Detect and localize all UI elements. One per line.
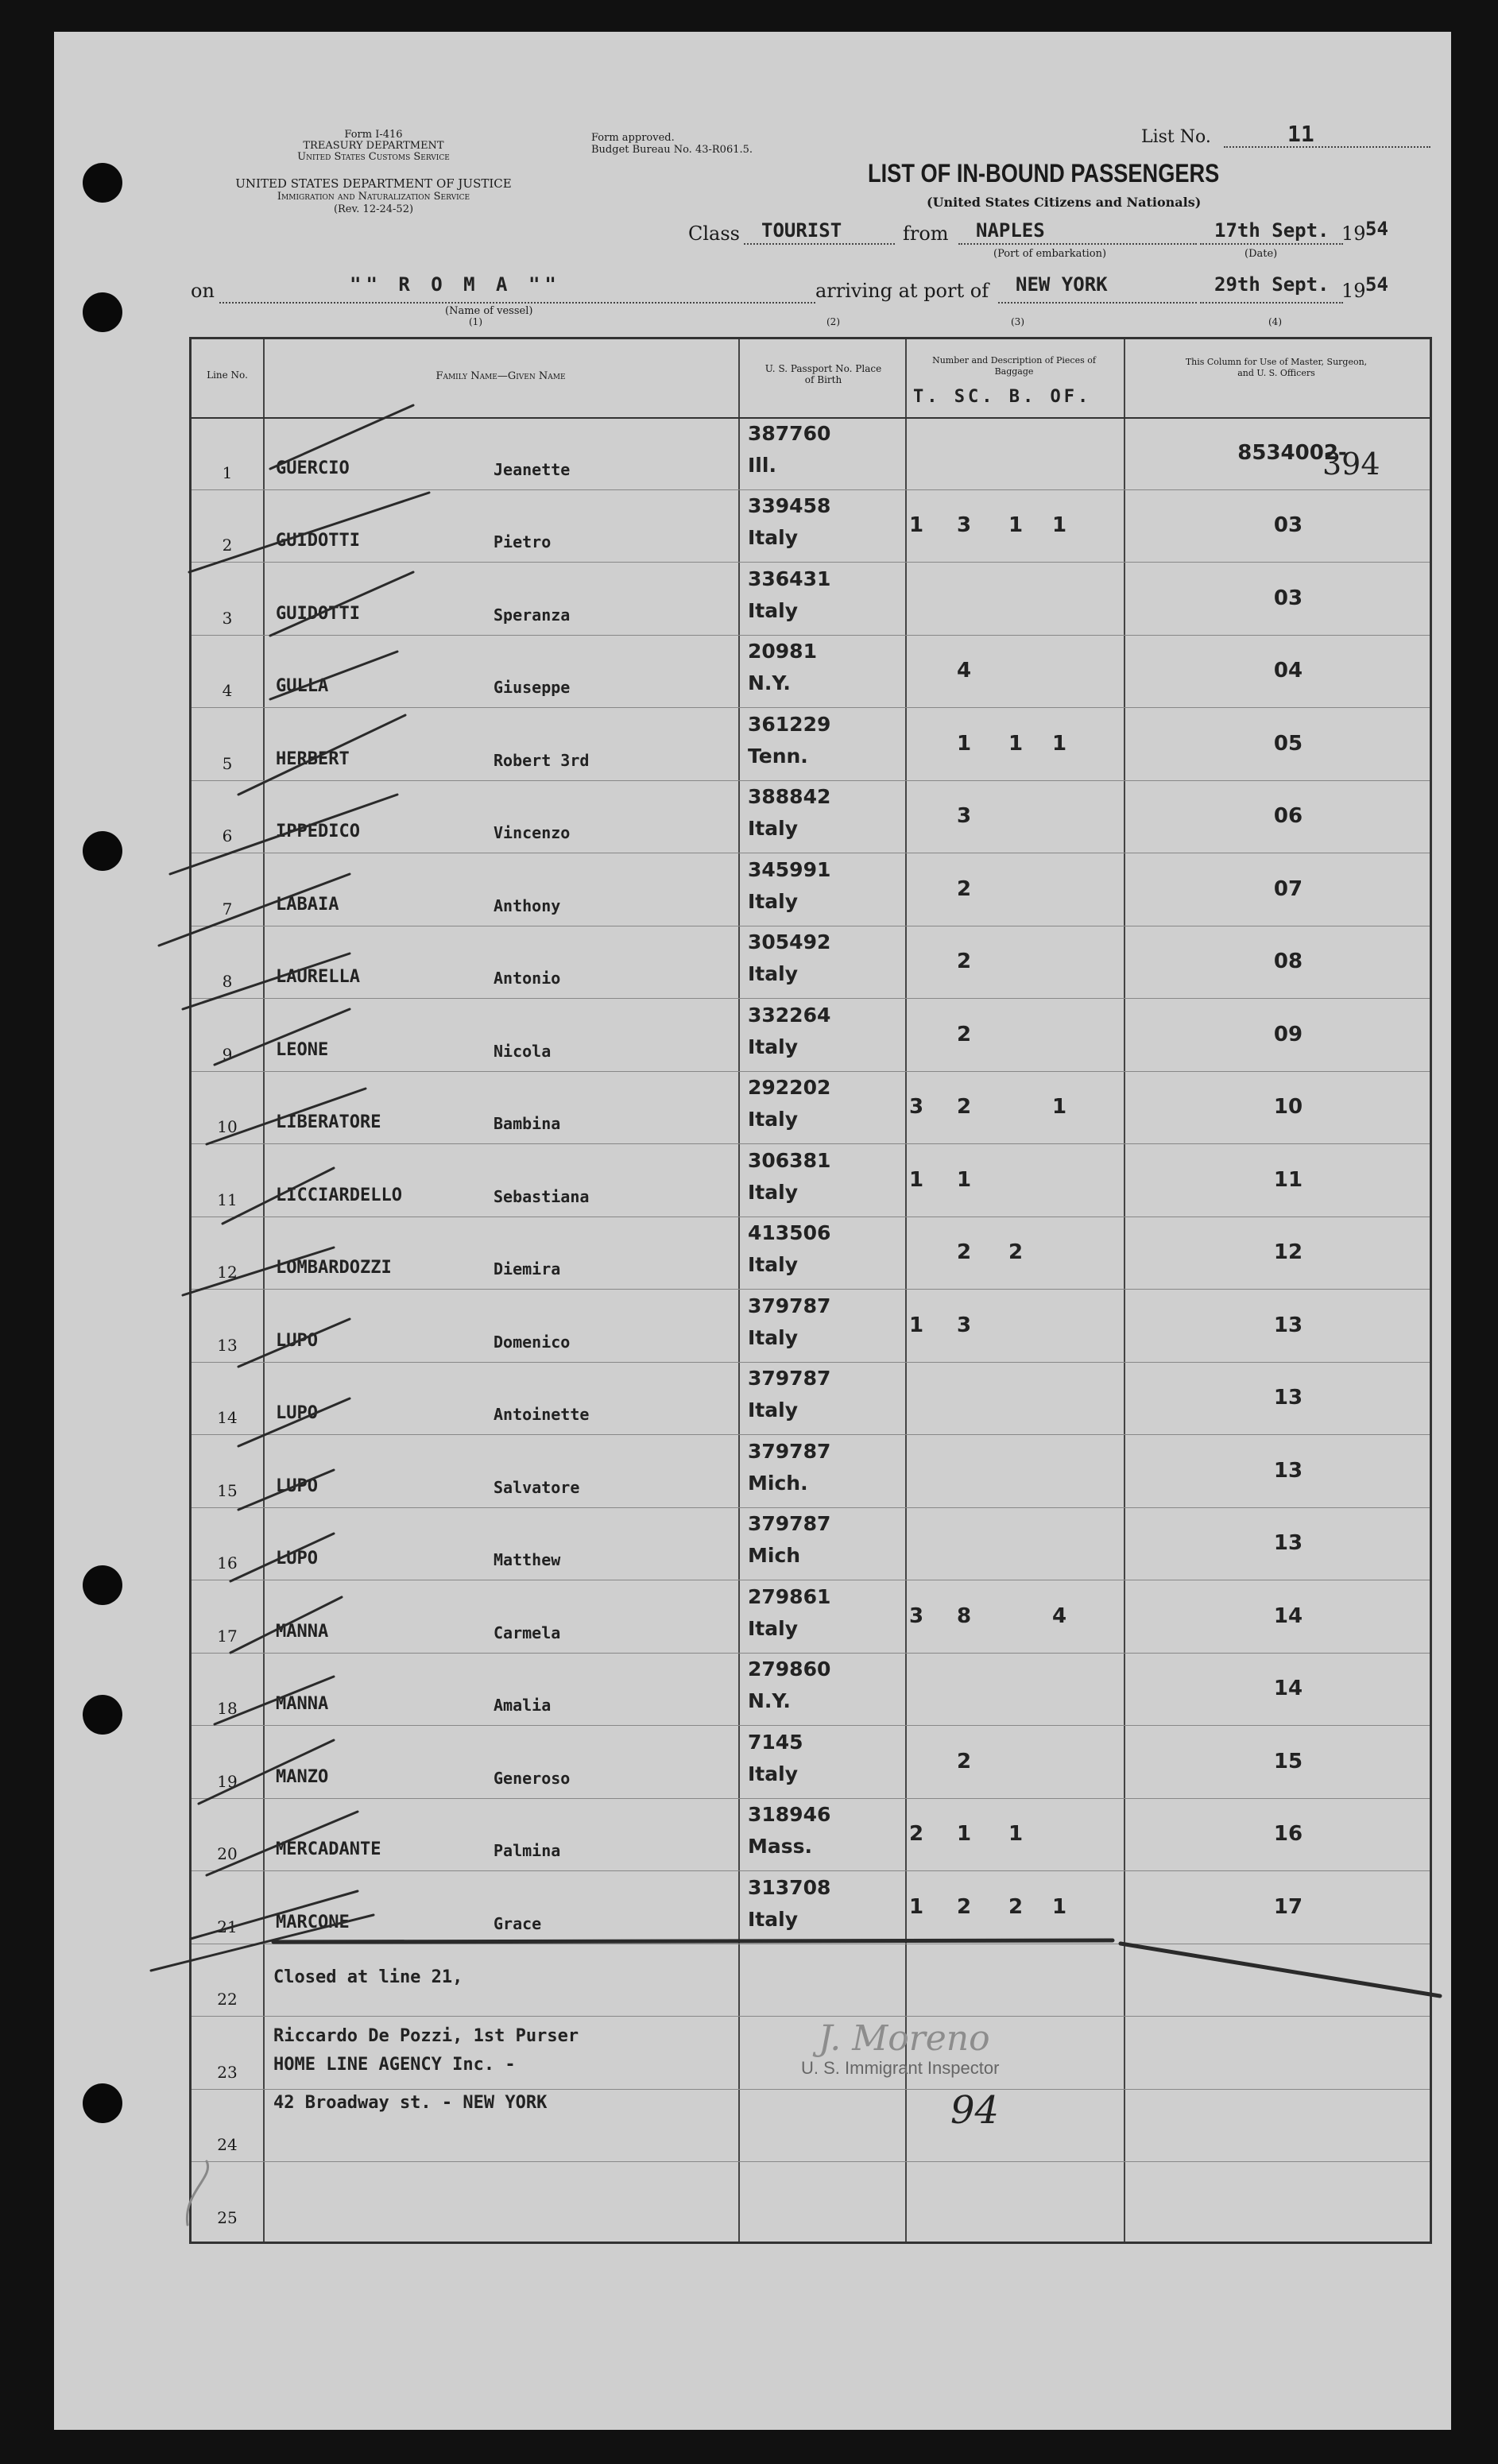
place-of-birth: Italy xyxy=(748,1616,798,1640)
given-name: Palmina xyxy=(494,1841,561,1860)
from-value: NAPLES xyxy=(976,219,1045,242)
officer-code: 13 xyxy=(1273,1531,1303,1555)
date-caption: (Date) xyxy=(1244,248,1278,260)
family-name: GULLA xyxy=(276,676,329,696)
officer-code: 12 xyxy=(1273,1240,1303,1264)
family-name: MANNA xyxy=(276,1621,329,1642)
baggage-sc: 2 xyxy=(956,1240,972,1264)
passenger-table xyxy=(189,337,1432,2244)
binder-hole xyxy=(83,2083,122,2123)
on-label: on xyxy=(191,280,215,302)
inspector-signature: J. Moreno xyxy=(819,2018,990,2059)
table-row xyxy=(192,1799,1430,1872)
baggage-of: 1 xyxy=(1051,1894,1067,1919)
table-row xyxy=(192,1363,1430,1436)
year-prefix: 19 xyxy=(1341,222,1366,245)
baggage-of: 4 xyxy=(1051,1603,1067,1628)
place-of-birth: Italy xyxy=(748,962,798,985)
date-line xyxy=(1200,243,1343,245)
line-number: 21 xyxy=(217,1917,238,1936)
passport-number: 361229 xyxy=(748,712,831,736)
line-number: 13 xyxy=(217,1335,238,1355)
family-name: LUPO xyxy=(276,1476,318,1496)
given-name: Amalia xyxy=(494,1696,552,1715)
passport-number: 379787 xyxy=(748,1367,831,1390)
given-name: Grace xyxy=(494,1913,542,1933)
passport-number: 318946 xyxy=(748,1803,831,1826)
given-name: Giuseppe xyxy=(494,678,571,697)
given-name: Jeanette xyxy=(494,459,571,479)
officer-code: 13 xyxy=(1273,1313,1303,1337)
closing-line-4: 42 Broadway st. - NEW YORK xyxy=(273,2093,548,2113)
col-head-baggage-types: T. SC. B. OF. xyxy=(913,387,1092,407)
officer-code: 11 xyxy=(1273,1167,1303,1192)
baggage-sc: 2 xyxy=(956,1894,972,1919)
page-subtitle: (United States Citizens and Nationals) xyxy=(927,195,1202,210)
arrival-port: NEW YORK xyxy=(1016,273,1108,296)
family-name: LAURELLA xyxy=(276,967,360,987)
table-row xyxy=(192,853,1430,926)
officer-code: 03 xyxy=(1273,586,1303,610)
line-number: 14 xyxy=(217,1408,238,1427)
place-of-birth: Italy xyxy=(748,526,798,549)
baggage-sc: 1 xyxy=(956,731,972,756)
form-approved: Form approved. xyxy=(591,132,675,144)
table-row xyxy=(192,636,1430,709)
passport-number: 336431 xyxy=(748,567,831,590)
baggage-sc: 2 xyxy=(956,1749,972,1774)
arrival-year: 54 xyxy=(1365,273,1388,296)
officer-code: 17 xyxy=(1273,1894,1303,1919)
col-head-baggage: Number and Description of Pieces of Baggage xyxy=(932,355,1096,377)
table-row xyxy=(192,1654,1430,1727)
given-name: Antoinette xyxy=(494,1405,590,1424)
line-number: 22 xyxy=(217,1990,238,2009)
table-row xyxy=(192,1290,1430,1363)
given-name: Diemira xyxy=(494,1259,561,1278)
passport-number: 7145 xyxy=(748,1730,803,1754)
vessel-line xyxy=(219,302,815,304)
family-name: MARCONE xyxy=(276,1912,350,1932)
place-of-birth: Italy xyxy=(748,1762,798,1785)
table-row xyxy=(192,563,1430,636)
baggage-t: 3 xyxy=(908,1095,924,1119)
line-number: 7 xyxy=(222,899,233,919)
line-number: 23 xyxy=(217,2062,238,2082)
baggage-t: 1 xyxy=(908,513,924,537)
given-name: Sebastiana xyxy=(494,1186,590,1206)
closing-line-1: Closed at line 21, xyxy=(273,1967,463,1987)
col-head-name: Family Name—Given Name xyxy=(435,370,566,382)
line-number: 25 xyxy=(217,2207,238,2227)
officer-code: 09 xyxy=(1273,1022,1303,1046)
family-name: LABAIA xyxy=(276,894,339,915)
family-name: GUIDOTTI xyxy=(276,603,360,624)
col3-caption: (3) xyxy=(1011,316,1024,327)
officer-code: 8534002- xyxy=(1237,440,1347,465)
place-of-birth: Italy xyxy=(748,1398,798,1422)
table-row xyxy=(192,490,1430,563)
baggage-sc: 8 xyxy=(956,1603,972,1628)
place-of-birth: Italy xyxy=(748,889,798,913)
table-row xyxy=(192,781,1430,854)
given-name: Carmela xyxy=(494,1623,561,1642)
place-of-birth: Italy xyxy=(748,1325,798,1349)
line-number: 19 xyxy=(217,1771,238,1791)
family-name: HERBERT xyxy=(276,748,350,769)
line-number: 9 xyxy=(222,1044,233,1064)
ins-service: Immigration and Naturalization Service xyxy=(277,191,470,203)
passport-number: 379787 xyxy=(748,1294,831,1317)
place-of-birth: Italy xyxy=(748,1035,798,1058)
baggage-of: 1 xyxy=(1051,513,1067,537)
arrival-year-prefix: 19 xyxy=(1341,280,1366,302)
given-name: Salvatore xyxy=(494,1477,580,1497)
baggage-b: 1 xyxy=(1008,731,1024,756)
officer-code: 13 xyxy=(1273,1386,1303,1410)
passport-number: 339458 xyxy=(748,494,831,517)
baggage-sc: 3 xyxy=(956,513,972,537)
year-value: 54 xyxy=(1365,218,1388,240)
budget-bureau: Budget Bureau No. 43-R061.5. xyxy=(591,144,753,156)
line-number: 15 xyxy=(217,1480,238,1500)
family-name: LUPO xyxy=(276,1330,318,1351)
baggage-sc: 3 xyxy=(956,804,972,828)
baggage-t: 1 xyxy=(908,1894,924,1919)
baggage-b: 2 xyxy=(1008,1894,1024,1919)
given-name: Robert 3rd xyxy=(494,750,590,770)
officer-code: 08 xyxy=(1273,950,1303,973)
class-value: TOURIST xyxy=(761,219,842,242)
line-number: 4 xyxy=(222,681,233,700)
passport-number: 388842 xyxy=(748,785,831,808)
passport-number: 279861 xyxy=(748,1584,831,1608)
closing-line-3: HOME LINE AGENCY Inc. - xyxy=(273,2055,516,2075)
family-name: MANZO xyxy=(276,1766,329,1787)
family-name: LUPO xyxy=(276,1403,318,1423)
baggage-b: 1 xyxy=(1008,1822,1024,1846)
table-row xyxy=(192,1871,1430,1944)
baggage-sc: 2 xyxy=(956,950,972,973)
form-number: Form I-416 xyxy=(344,129,403,141)
place-of-birth: Italy xyxy=(748,817,798,840)
arrival-port-line xyxy=(998,302,1197,304)
inspector-caption: U. S. Immigrant Inspector xyxy=(801,2058,1000,2078)
family-name: MERCADANTE xyxy=(276,1839,381,1859)
place-of-birth: Mass. xyxy=(748,1835,813,1858)
passport-number: 292202 xyxy=(748,1076,831,1099)
place-of-birth: Italy xyxy=(748,1180,798,1204)
binder-hole xyxy=(83,1695,122,1735)
officer-code: 14 xyxy=(1273,1677,1303,1700)
table-row xyxy=(192,1435,1430,1508)
passport-number: 279860 xyxy=(748,1657,831,1681)
vessel-caption: (Name of vessel) xyxy=(445,305,533,317)
given-name: Speranza xyxy=(494,605,571,625)
line-number: 17 xyxy=(217,1626,238,1646)
officer-code: 16 xyxy=(1273,1822,1303,1846)
table-row xyxy=(192,1217,1430,1290)
place-of-birth: Mich. xyxy=(748,1471,808,1495)
baggage-sc: 1 xyxy=(956,1167,972,1192)
binder-hole xyxy=(83,1565,122,1605)
passport-number: 413506 xyxy=(748,1221,831,1244)
binder-hole xyxy=(83,163,122,203)
passport-number: 379787 xyxy=(748,1439,831,1463)
binder-hole xyxy=(83,292,122,332)
family-name: LIBERATORE xyxy=(276,1112,381,1132)
line-number: 1 xyxy=(222,462,233,482)
line-number: 20 xyxy=(217,1844,238,1863)
list-no-label: List No. xyxy=(1141,127,1211,147)
col2-caption: (2) xyxy=(826,316,840,327)
line-number: 6 xyxy=(222,826,233,845)
given-name: Matthew xyxy=(494,1550,561,1569)
given-name: Nicola xyxy=(494,1041,552,1061)
justice-dept: UNITED STATES DEPARTMENT OF JUSTICE xyxy=(235,176,512,191)
baggage-sc: 4 xyxy=(956,659,972,683)
table-row xyxy=(192,417,1430,490)
family-name: IPPEDICO xyxy=(276,822,360,841)
family-name: LUPO xyxy=(276,1549,318,1569)
baggage-t: 3 xyxy=(908,1603,924,1628)
place-of-birth: Ill. xyxy=(748,453,776,477)
given-name: Generoso xyxy=(494,1768,571,1788)
baggage-t: 2 xyxy=(908,1822,924,1846)
place-of-birth: Italy xyxy=(748,1907,798,1931)
binder-hole xyxy=(83,831,122,871)
passport-number: 379787 xyxy=(748,1512,831,1535)
place-of-birth: Mich xyxy=(748,1544,801,1567)
line-number: 12 xyxy=(217,1263,238,1282)
place-of-birth: N.Y. xyxy=(748,671,791,694)
place-of-birth: Italy xyxy=(748,1253,798,1276)
table-row xyxy=(192,2162,1430,2235)
family-name: LOMBARDOZZI xyxy=(276,1258,392,1278)
baggage-of: 1 xyxy=(1051,1095,1067,1119)
revision: (Rev. 12-24-52) xyxy=(333,203,414,215)
line-number: 3 xyxy=(222,608,233,628)
baggage-b: 1 xyxy=(1008,513,1024,537)
from-label: from xyxy=(903,222,949,245)
family-name: GUIDOTTI xyxy=(276,531,360,551)
treasury-dept: TREASURY DEPARTMENT xyxy=(303,140,444,152)
given-name: Pietro xyxy=(494,532,552,551)
officer-code: 14 xyxy=(1273,1603,1303,1628)
place-of-birth: Italy xyxy=(748,1108,798,1131)
officer-code: 04 xyxy=(1273,659,1303,683)
officer-code: 06 xyxy=(1273,804,1303,828)
given-name: Antonio xyxy=(494,969,561,988)
table-row xyxy=(192,1144,1430,1217)
line-number: 5 xyxy=(222,753,233,773)
passport-number: 20981 xyxy=(748,640,817,663)
given-name: Anthony xyxy=(494,895,561,915)
baggage-of: 1 xyxy=(1051,731,1067,756)
given-name: Bambina xyxy=(494,1114,561,1133)
arrival-date: 29th Sept. xyxy=(1214,273,1330,296)
passport-number: 345991 xyxy=(748,857,831,881)
family-name: LEONE xyxy=(276,1039,329,1060)
stamp-number: 394 xyxy=(1322,447,1380,482)
date-value: 17th Sept. xyxy=(1214,219,1330,242)
baggage-t: 1 xyxy=(908,1313,924,1337)
col-head-passport: U. S. Passport No. Place of Birth xyxy=(764,363,882,385)
officer-code: 05 xyxy=(1273,731,1303,756)
line-number: 18 xyxy=(217,1699,238,1718)
family-name: MANNA xyxy=(276,1694,329,1714)
col-head-officers: This Column for Use of Master, Surgeon, and U. S. Officers xyxy=(1185,357,1368,378)
handwritten-note: 94 xyxy=(950,2088,1000,2133)
passport-number: 387760 xyxy=(748,421,831,445)
given-name: Domenico xyxy=(494,1332,571,1352)
place-of-birth: Tenn. xyxy=(748,744,808,768)
table-row xyxy=(192,999,1430,1072)
baggage-t: 1 xyxy=(908,1167,924,1192)
baggage-sc: 3 xyxy=(956,1313,972,1337)
table-row xyxy=(192,1580,1430,1654)
passport-number: 313708 xyxy=(748,1875,831,1899)
line-number: 11 xyxy=(217,1189,238,1209)
from-line xyxy=(958,243,1197,245)
col-head-line: Line No. xyxy=(207,369,248,381)
list-no-value: 11 xyxy=(1287,121,1314,147)
list-no-line xyxy=(1224,146,1430,148)
family-name: GUERCIO xyxy=(276,458,350,478)
col4-caption: (4) xyxy=(1268,316,1282,327)
line-number: 24 xyxy=(217,2135,238,2154)
table-row xyxy=(192,1726,1430,1799)
baggage-sc: 2 xyxy=(956,1095,972,1119)
passport-number: 306381 xyxy=(748,1148,831,1172)
closing-line-2: Riccardo De Pozzi, 1st Purser xyxy=(273,2026,579,2046)
table-row xyxy=(192,926,1430,1000)
baggage-sc: 2 xyxy=(956,876,972,901)
line-number: 16 xyxy=(217,1553,238,1572)
place-of-birth: Italy xyxy=(748,598,798,622)
line-number: 8 xyxy=(222,972,233,991)
port-caption: (Port of embarkation) xyxy=(993,248,1107,260)
officer-code: 15 xyxy=(1273,1749,1303,1774)
officer-code: 07 xyxy=(1273,876,1303,901)
line-number: 2 xyxy=(222,536,233,555)
table-row xyxy=(192,708,1430,781)
passport-number: 305492 xyxy=(748,930,831,953)
customs-service: United States Customs Service xyxy=(297,151,450,163)
table-row xyxy=(192,1508,1430,1581)
table-row xyxy=(192,1072,1430,1145)
class-label: Class xyxy=(688,222,740,245)
col1-caption: (1) xyxy=(469,316,482,327)
arrival-date-line xyxy=(1200,302,1343,304)
page-title: LIST OF IN-BOUND PASSENGERS xyxy=(868,159,1220,188)
officer-code: 03 xyxy=(1273,513,1303,537)
officer-code: 13 xyxy=(1273,1458,1303,1483)
officer-code: 10 xyxy=(1273,1095,1303,1119)
vessel-value: "" R O M A "" xyxy=(350,273,561,296)
baggage-sc: 1 xyxy=(956,1822,972,1846)
given-name: Vincenzo xyxy=(494,823,571,842)
line-number: 10 xyxy=(217,1117,238,1136)
family-name: LICCIARDELLO xyxy=(276,1185,402,1205)
passport-number: 332264 xyxy=(748,1003,831,1027)
baggage-b: 2 xyxy=(1008,1240,1024,1264)
arriving-label: arriving at port of xyxy=(815,280,989,302)
baggage-sc: 2 xyxy=(956,1022,972,1046)
place-of-birth: N.Y. xyxy=(748,1689,791,1712)
class-line xyxy=(744,243,895,245)
